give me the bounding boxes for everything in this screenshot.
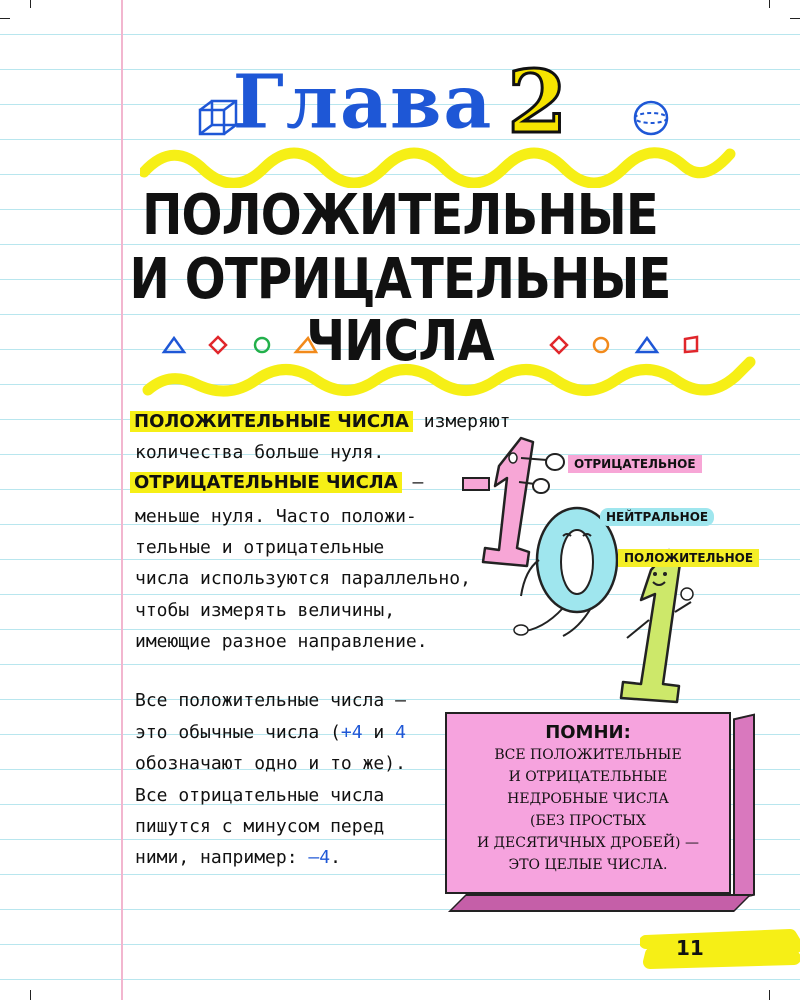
title-line-2: И ОТРИЦАТЕЛЬНЫЕ [129,247,671,312]
chapter-heading [0,52,800,153]
second-text: и [362,722,396,743]
second-text: . [330,847,341,868]
second-line-5: пишутся с минусом перед [135,816,385,837]
label-neutral: НЕЙТРАЛЬНОЕ [600,508,714,526]
intro-line-6: числа используются параллельно, [135,568,471,589]
label-positive: ПОЛОЖИТЕЛЬНОЕ [618,549,759,567]
page-number-highlight [640,928,800,972]
label-negative: ОТРИЦАТЕЛЬНОЕ [568,455,702,473]
intro-line-1 [130,411,511,433]
intro-line-2: количества больше нуля. [135,442,385,463]
second-line-1: Все положительные числа – [135,690,406,711]
second-line-4: Все отрицательные числа [135,785,385,806]
remember-heading: ПОМНИ: [545,722,631,743]
four: 4 [395,722,406,743]
plus-four: +4 [340,722,363,743]
title-line-3: ЧИСЛА [306,309,494,374]
positive-one-character [621,550,693,702]
intro-line-8: имеющие разное направление. [135,631,428,652]
crop-mark [30,990,31,1000]
second-text: ними, например: [135,847,309,868]
second-line-3: обозначают одно и то же). [135,753,406,774]
intro-line-5: тельные и отрицательные [135,537,385,558]
title-line-1: ПОЛОЖИТЕЛЬНЫЕ [142,183,658,248]
remember-line: ВСЕ ПОЛОЖИТЕЛЬНЫЕ [494,747,682,763]
second-line-2 [135,722,406,744]
crop-mark [30,0,31,8]
remember-line: НЕДРОБНЫЕ ЧИСЛА [507,791,669,807]
remember-line: И ДЕСЯТИЧНЫХ ДРОБЕЙ) — [477,835,699,851]
second-line-6 [135,847,341,869]
remember-line: (БЕЗ ПРОСТЫХ [529,813,647,829]
crop-mark [790,18,800,19]
positive-term: ПОЛОЖИТЕЛЬНЫЕ ЧИСЛА [130,411,413,432]
number-characters-illustration [455,430,725,720]
minus-four: –4 [308,847,331,868]
page-number: 11 [676,936,704,960]
crop-mark [0,18,10,19]
negative-term: ОТРИЦАТЕЛЬНЫЕ ЧИСЛА [130,472,402,493]
second-text: это обычные числа ( [135,722,341,743]
crop-mark [769,0,770,8]
intro-line-4: меньше нуля. Часто положи- [135,506,417,527]
remember-box [445,712,753,908]
intro-line-7: чтобы измерять величины, [135,600,396,621]
intro-text: измеряют [423,411,511,432]
box-side [733,713,755,900]
yellow-wave-bottom [140,350,756,400]
crop-mark [769,990,770,1000]
yellow-wave-top [140,140,736,188]
box-front [445,712,731,894]
chapter-word: Глава [232,59,494,146]
intro-dash: – [412,472,424,493]
intro-line-3 [130,472,423,494]
box-bottom [448,894,752,912]
remember-line: ЭТО ЦЕЛЫЕ ЧИСЛА. [508,857,668,873]
remember-line: И ОТРИЦАТЕЛЬНЫЕ [508,769,668,785]
zero-character [514,508,617,636]
chapter-number: 2 [507,52,568,153]
sphere-icon [631,98,671,138]
